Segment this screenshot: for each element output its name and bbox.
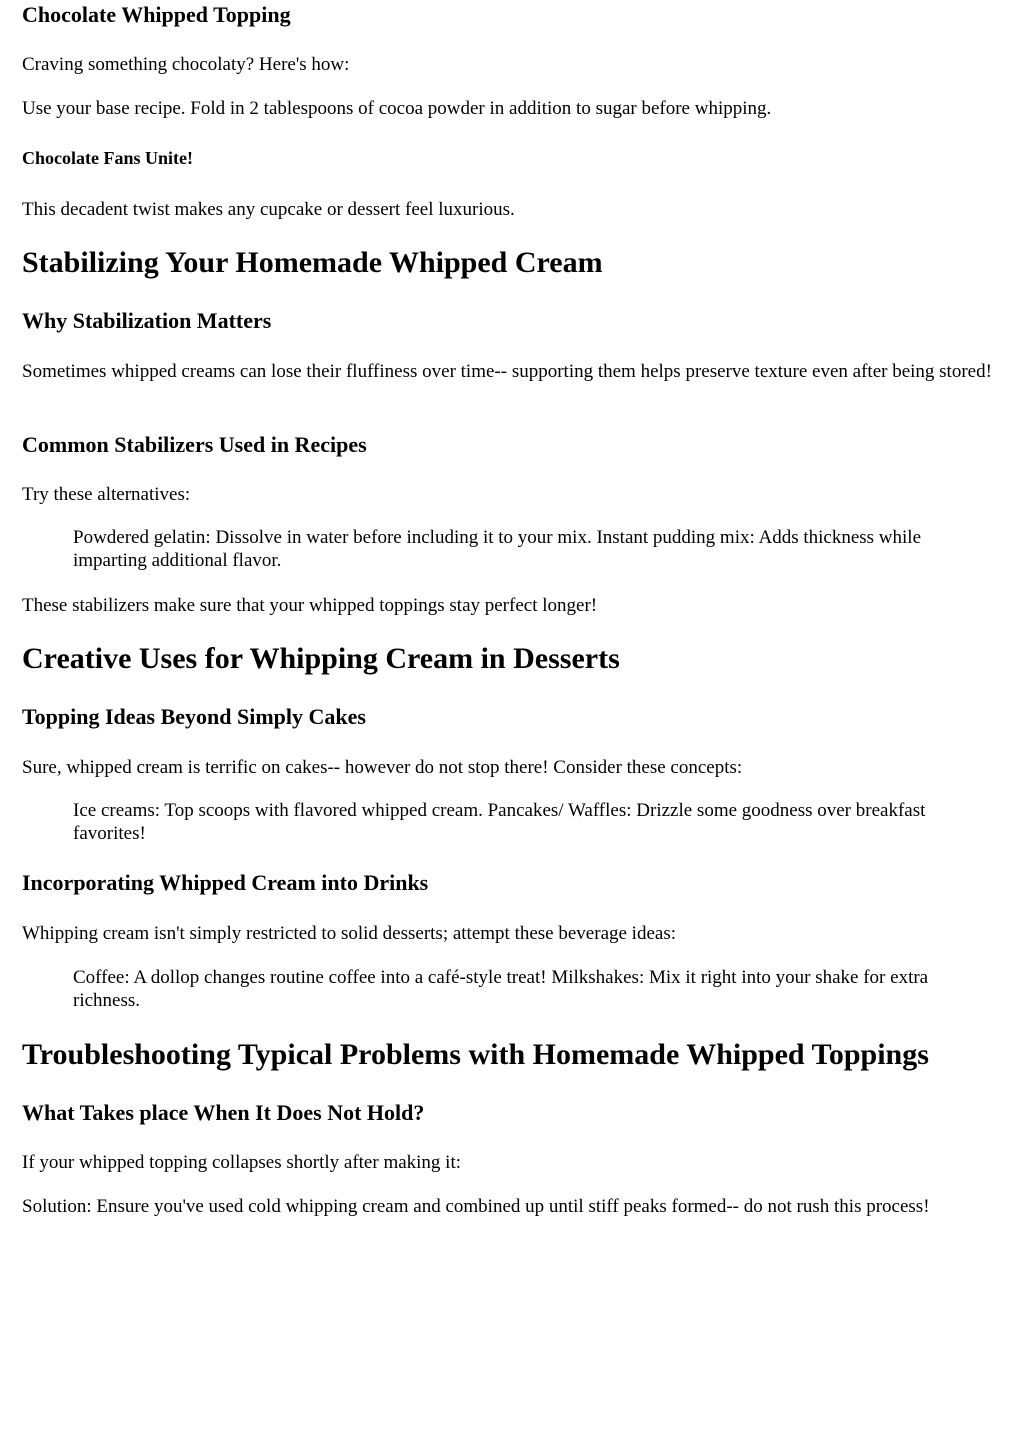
paragraph-common-closing: These stabilizers make sure that your whipped toppings stay perfect longer! xyxy=(22,595,598,616)
subheading-common-stabilizers: Common Stabilizers Used in Recipes xyxy=(22,432,367,457)
paragraph-chocolate-body: Use your base recipe. Fold in 2 tablespoons of cocoa powder in addition to sugar before whipping. xyxy=(22,98,772,119)
paragraph-hold-intro: If your whipped topping collapses shortly after making it: xyxy=(22,1152,462,1173)
blockquote-topping-ideas: Ice creams: Top scoops with flavored whipped cream. Pancakes/ Waffles: Drizzle some goodness over breakfast favorites! xyxy=(73,800,926,844)
section-heading-stabilizing: Stabilizing Your Homemade Whipped Cream xyxy=(22,246,603,279)
subheading-topping-ideas: Topping Ideas Beyond Simply Cakes xyxy=(22,704,366,729)
paragraph-common-intro: Try these alternatives: xyxy=(22,484,191,505)
paragraph-why-stabilization: Sometimes whipped creams can lose their fluffiness over time-- supporting them helps preserve texture even after being stored! xyxy=(22,361,992,382)
section-heading-chocolate: Chocolate Whipped Topping xyxy=(22,2,291,27)
paragraph-chocolate-closing: This decadent twist makes any cupcake or dessert feel luxurious. xyxy=(22,199,515,220)
blockquote-drinks: Coffee: A dollop changes routine coffee into a café-style treat! Milkshakes: Mix it right into your shake for extra richness. xyxy=(73,967,929,1011)
paragraph-chocolate-intro: Craving something chocolaty? Here's how: xyxy=(22,54,350,75)
paragraph-hold-solution: Solution: Ensure you've used cold whipping cream and combined up until stiff peaks formed-- do not rush this process! xyxy=(22,1196,930,1217)
subheading-does-not-hold: What Takes place When It Does Not Hold? xyxy=(22,1100,425,1125)
section-heading-creative: Creative Uses for Whipping Cream in Desserts xyxy=(22,642,620,675)
blockquote-stabilizers: Powdered gelatin: Dissolve in water before including it to your mix. Instant pudding mix: Adds thickness while imparting additional flavor. xyxy=(73,527,922,571)
subheading-why-stabilization: Why Stabilization Matters xyxy=(22,308,272,333)
subheading-chocolate-fans: Chocolate Fans Unite! xyxy=(22,148,193,168)
section-heading-troubleshooting: Troubleshooting Typical Problems with Homemade Whipped Toppings xyxy=(22,1038,929,1071)
paragraph-drinks-intro: Whipping cream isn't simply restricted to solid desserts; attempt these beverage ideas: xyxy=(22,923,676,944)
paragraph-topping-intro: Sure, whipped cream is terrific on cakes-- however do not stop there! Consider these concepts: xyxy=(22,757,743,778)
subheading-drinks: Incorporating Whipped Cream into Drinks xyxy=(22,870,429,895)
